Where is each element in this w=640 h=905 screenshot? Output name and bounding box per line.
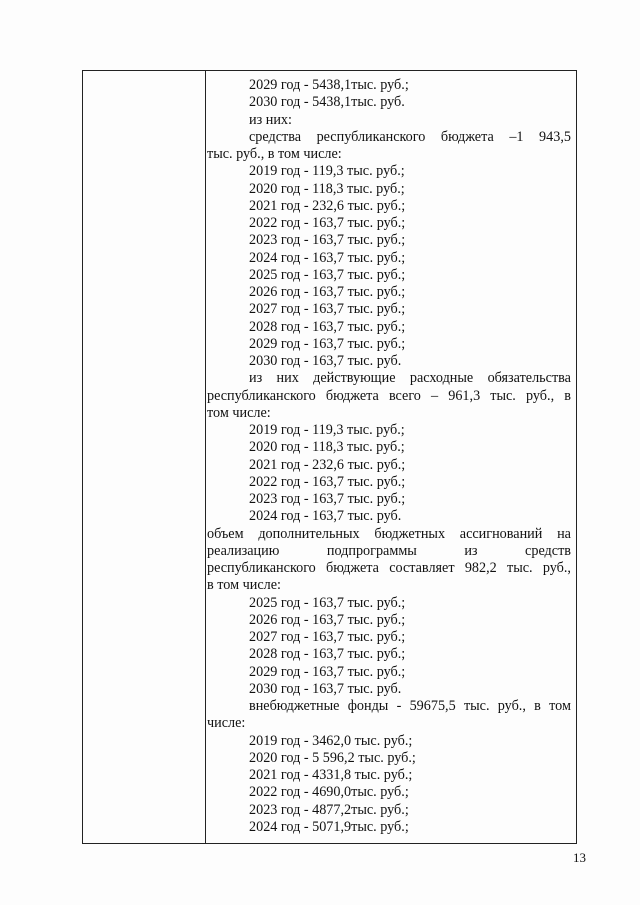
text-word: руб., bbox=[497, 698, 526, 714]
text-word: объем bbox=[207, 525, 244, 542]
text-word: 982,2 bbox=[464, 560, 497, 576]
table-left-cell bbox=[83, 71, 206, 843]
text-line: 2021 год - 4331,8 тыс. руб.; bbox=[249, 767, 413, 783]
text-word: 943,5 bbox=[539, 128, 571, 145]
text-line: 2022 год - 4690,0тыс. руб.; bbox=[249, 784, 409, 801]
text-word: руб., bbox=[525, 387, 555, 404]
text-word: внебюджетные bbox=[249, 698, 340, 714]
text-word: 961,3 bbox=[448, 387, 481, 404]
text-line: 2027 год - 163,7 тыс. руб.; bbox=[249, 629, 406, 645]
text-word: фонды bbox=[347, 698, 389, 714]
text-line bbox=[207, 388, 571, 405]
text-line bbox=[207, 543, 571, 560]
text-word: обязательства bbox=[487, 370, 571, 387]
text-line: 2020 год - 118,3 тыс. руб.; bbox=[249, 180, 405, 197]
text-line bbox=[207, 370, 571, 387]
text-word: бюджета bbox=[440, 128, 494, 145]
text-word: – bbox=[431, 387, 439, 404]
text-word: 59675,5 bbox=[409, 698, 456, 714]
text-line: 2030 год - 163,7 тыс. руб. bbox=[249, 680, 402, 697]
text-word: бюджетных bbox=[374, 525, 446, 542]
text-line: 2019 год - 119,3 тыс. руб.; bbox=[249, 163, 405, 180]
text-line: 2025 год - 163,7 тыс. руб.; bbox=[249, 266, 406, 283]
text-line: 2019 год - 119,3 тыс. руб.; bbox=[249, 422, 405, 438]
text-line: 2030 год - 5438,1тыс. руб. bbox=[249, 94, 405, 111]
text-line bbox=[207, 698, 571, 715]
text-line: 2026 год - 163,7 тыс. руб.; bbox=[249, 284, 406, 300]
text-word: всего bbox=[388, 387, 421, 404]
text-line: 2024 год - 163,7 тыс. руб.; bbox=[249, 249, 406, 266]
text-line: 2021 год - 232,6 тыс. руб.; bbox=[249, 197, 406, 214]
text-word: республиканского bbox=[316, 128, 426, 145]
text-line: 2023 год - 4877,2тыс. руб.; bbox=[249, 801, 409, 818]
text-word: из bbox=[249, 370, 263, 387]
text-line: 2024 год - 163,7 тыс. руб. bbox=[249, 508, 402, 525]
text-line: 2025 год - 163,7 тыс. руб.; bbox=[249, 594, 406, 611]
text-line: 2026 год - 163,7 тыс. руб.; bbox=[249, 611, 406, 628]
text-word: –1 bbox=[509, 128, 524, 145]
text-line bbox=[207, 129, 571, 146]
text-line bbox=[207, 526, 571, 543]
text-word: тыс. bbox=[463, 698, 490, 714]
text-line: 2029 год - 5438,1тыс. руб.; bbox=[249, 77, 409, 93]
text-line: 2030 год - 163,7 тыс. руб. bbox=[249, 353, 402, 369]
text-line: 2022 год - 163,7 тыс. руб.; bbox=[249, 473, 406, 490]
text-word: них bbox=[276, 370, 299, 387]
text-line: 2028 год - 163,7 тыс. руб.; bbox=[249, 318, 406, 335]
text-word: в bbox=[534, 698, 541, 714]
text-word: средств bbox=[525, 542, 571, 559]
text-word: в bbox=[564, 387, 571, 404]
text-word: руб., bbox=[542, 560, 571, 576]
text-word: бюджета bbox=[325, 387, 379, 404]
text-line: 2022 год - 163,7 тыс. руб.; bbox=[249, 215, 406, 231]
text-word: том bbox=[549, 698, 571, 714]
text-word: из bbox=[464, 542, 478, 559]
text-line: числе: bbox=[207, 715, 246, 732]
text-word: ассигнований bbox=[459, 525, 543, 542]
text-line: 2023 год - 163,7 тыс. руб.; bbox=[249, 491, 406, 507]
text-word: республиканского bbox=[207, 387, 316, 404]
text-line: 2024 год - 5071,9тыс. руб.; bbox=[249, 818, 409, 835]
text-line bbox=[207, 560, 571, 577]
text-word: республиканского bbox=[207, 560, 316, 576]
text-line: 2027 год - 163,7 тыс. руб.; bbox=[249, 301, 406, 318]
text-word: - bbox=[396, 698, 402, 714]
text-line: 2028 год - 163,7 тыс. руб.; bbox=[249, 646, 406, 663]
text-word: бюджета bbox=[326, 560, 379, 576]
text-word: расходные bbox=[409, 370, 474, 387]
text-line: том числе: bbox=[207, 404, 271, 421]
text-line: 2020 год - 118,3 тыс. руб.; bbox=[249, 439, 405, 456]
text-line: из них: bbox=[249, 111, 292, 128]
text-word: тыс. bbox=[490, 387, 516, 404]
text-word: тыс. bbox=[507, 560, 533, 576]
text-word: на bbox=[557, 525, 571, 542]
page-number: 13 bbox=[573, 850, 586, 865]
text-word: дополнительных bbox=[258, 525, 360, 542]
program-table bbox=[82, 70, 577, 844]
text-line: 2029 год - 163,7 тыс. руб.; bbox=[249, 335, 406, 352]
text-line: 2020 год - 5 596,2 тыс. руб.; bbox=[249, 749, 416, 766]
text-word: действующие bbox=[313, 370, 396, 387]
text-line: 2023 год - 163,7 тыс. руб.; bbox=[249, 232, 406, 249]
text-line: в том числе: bbox=[207, 577, 281, 594]
text-word: реализацию bbox=[207, 542, 280, 559]
text-word: составляет bbox=[389, 560, 455, 576]
text-line: 2029 год - 163,7 тыс. руб.; bbox=[249, 663, 406, 680]
text-line: 2019 год - 3462,0 тыс. руб.; bbox=[249, 732, 413, 749]
text-word: средства bbox=[249, 128, 302, 145]
text-word: подпрограммы bbox=[326, 542, 417, 559]
text-line: тыс. руб., в том числе: bbox=[207, 146, 342, 162]
text-line: 2021 год - 232,6 тыс. руб.; bbox=[249, 456, 406, 473]
